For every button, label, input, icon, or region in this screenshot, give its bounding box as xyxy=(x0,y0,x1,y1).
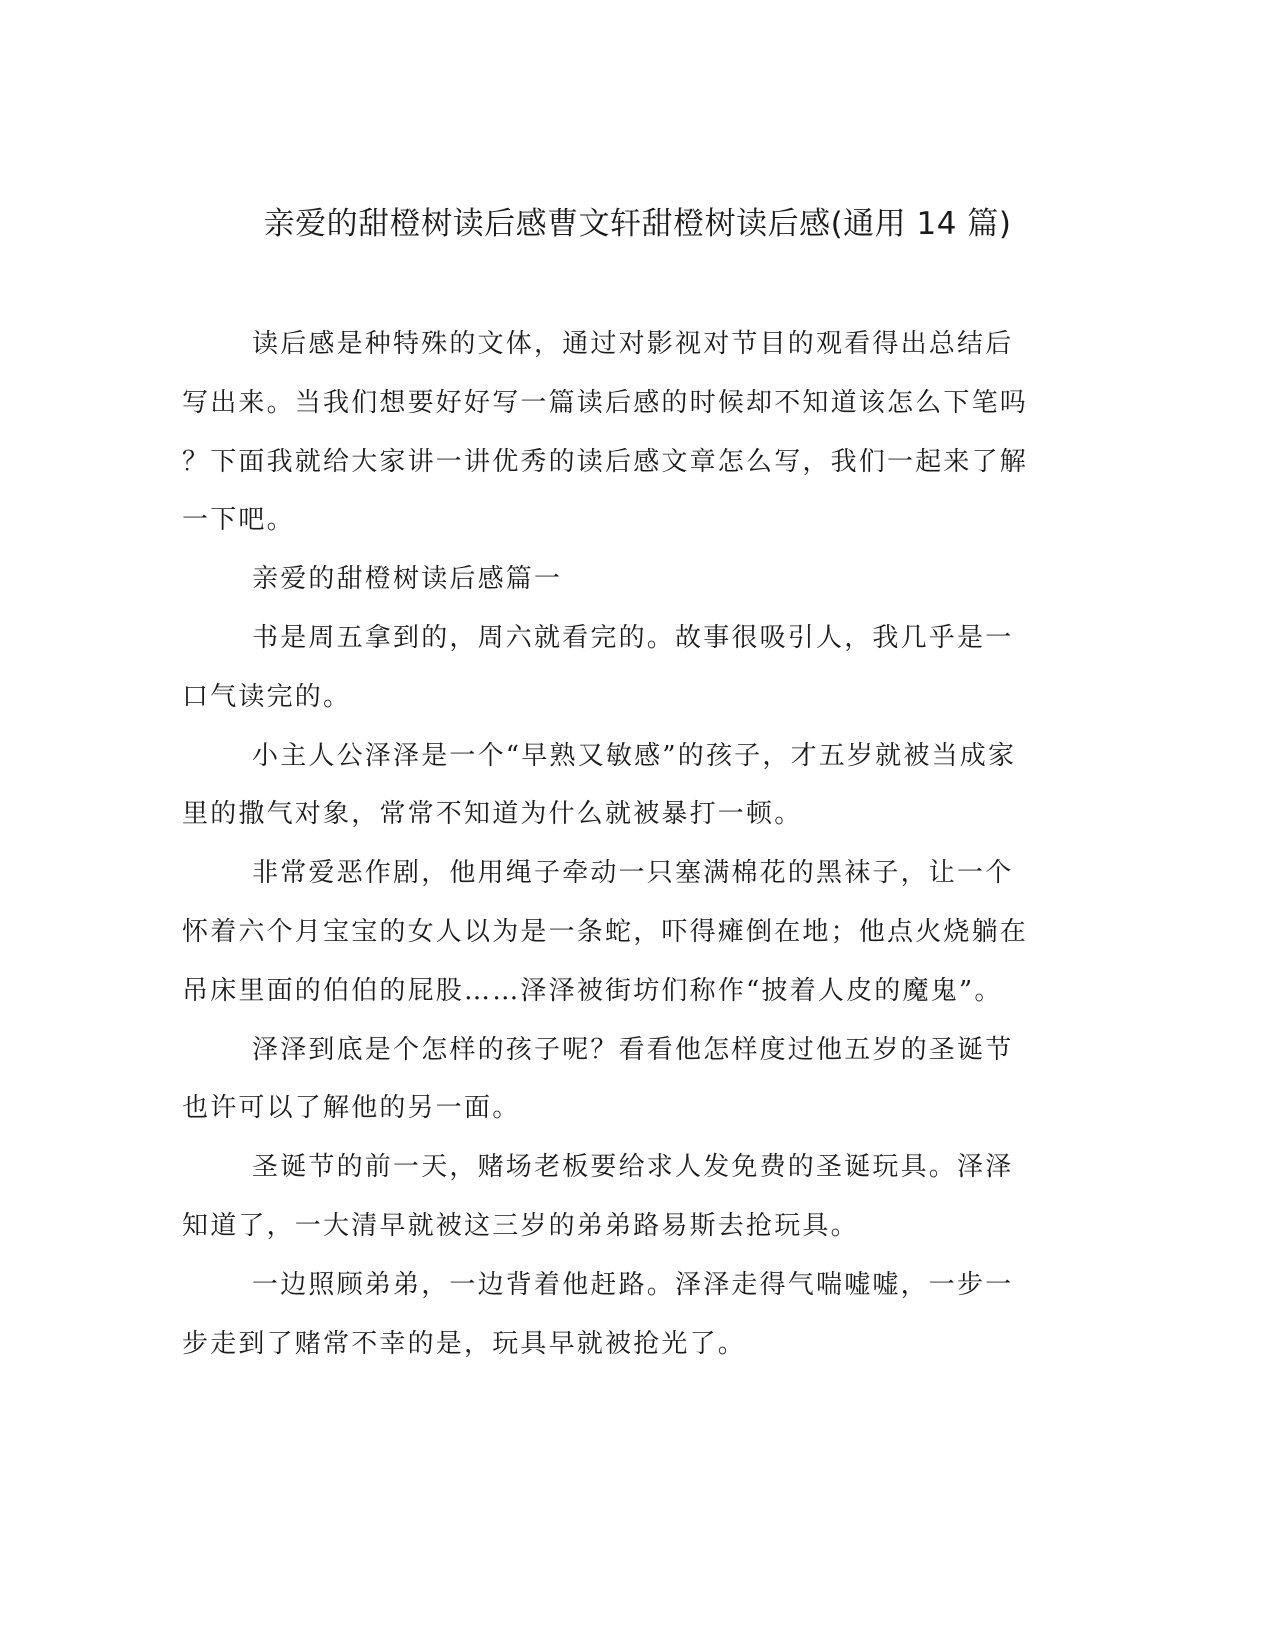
body-paragraph: 泽泽到底是个怎样的孩子呢？看看他怎样度过他五岁的圣诞节也许可以了解他的另一面。 xyxy=(182,1034,1014,1124)
body-paragraph: 一边照顾弟弟，一边背着他赶路。泽泽走得气喘嘘嘘，一步一步走到了赌常不幸的是，玩具早就被抢光了。 xyxy=(182,1269,1014,1359)
body-paragraph: 非常爱恶作剧，他用绳子牵动一只塞满棉花的黑袜子，让一个怀着六个月宝宝的女人以为是一条蛇，吓得瘫倒在地；他点火烧躺在吊床里面的伯伯的屁股……泽泽被街坊们称作“披着人皮的魔鬼”。 xyxy=(182,858,1029,1006)
body-paragraph: 书是周五拿到的，周六就看完的。故事很吸引人，我几乎是一口气读完的。 xyxy=(182,622,1014,712)
body-paragraph: 圣诞节的前一天，赌场老板要给求人发免费的圣诞玩具。泽泽知道了，一大清早就被这三岁的弟弟路易斯去抢玩具。 xyxy=(182,1152,1014,1241)
body-paragraph: 小主人公泽泽是一个“早熟又敏感”的孩子，才五岁就被当成家里的撒气对象，常常不知道为什么就被暴打一顿。 xyxy=(182,740,1017,830)
document-title: 亲爱的甜橙树读后感曹文轩甜橙树读后感(通用 14 篇) xyxy=(263,206,1012,242)
document-body xyxy=(182,315,1030,1373)
intro-paragraph: 读后感是种特殊的文体，通过对影视对节目的观看得出总结后写出来。当我们想要好好写一篇读后感的时候却不知道该怎么下笔吗？下面我就给大家讲一讲优秀的读后感文章怎么写，我们一起来了解一下吧。 xyxy=(182,329,1029,536)
section-heading: 亲爱的甜橙树读后感篇一 xyxy=(252,564,563,595)
